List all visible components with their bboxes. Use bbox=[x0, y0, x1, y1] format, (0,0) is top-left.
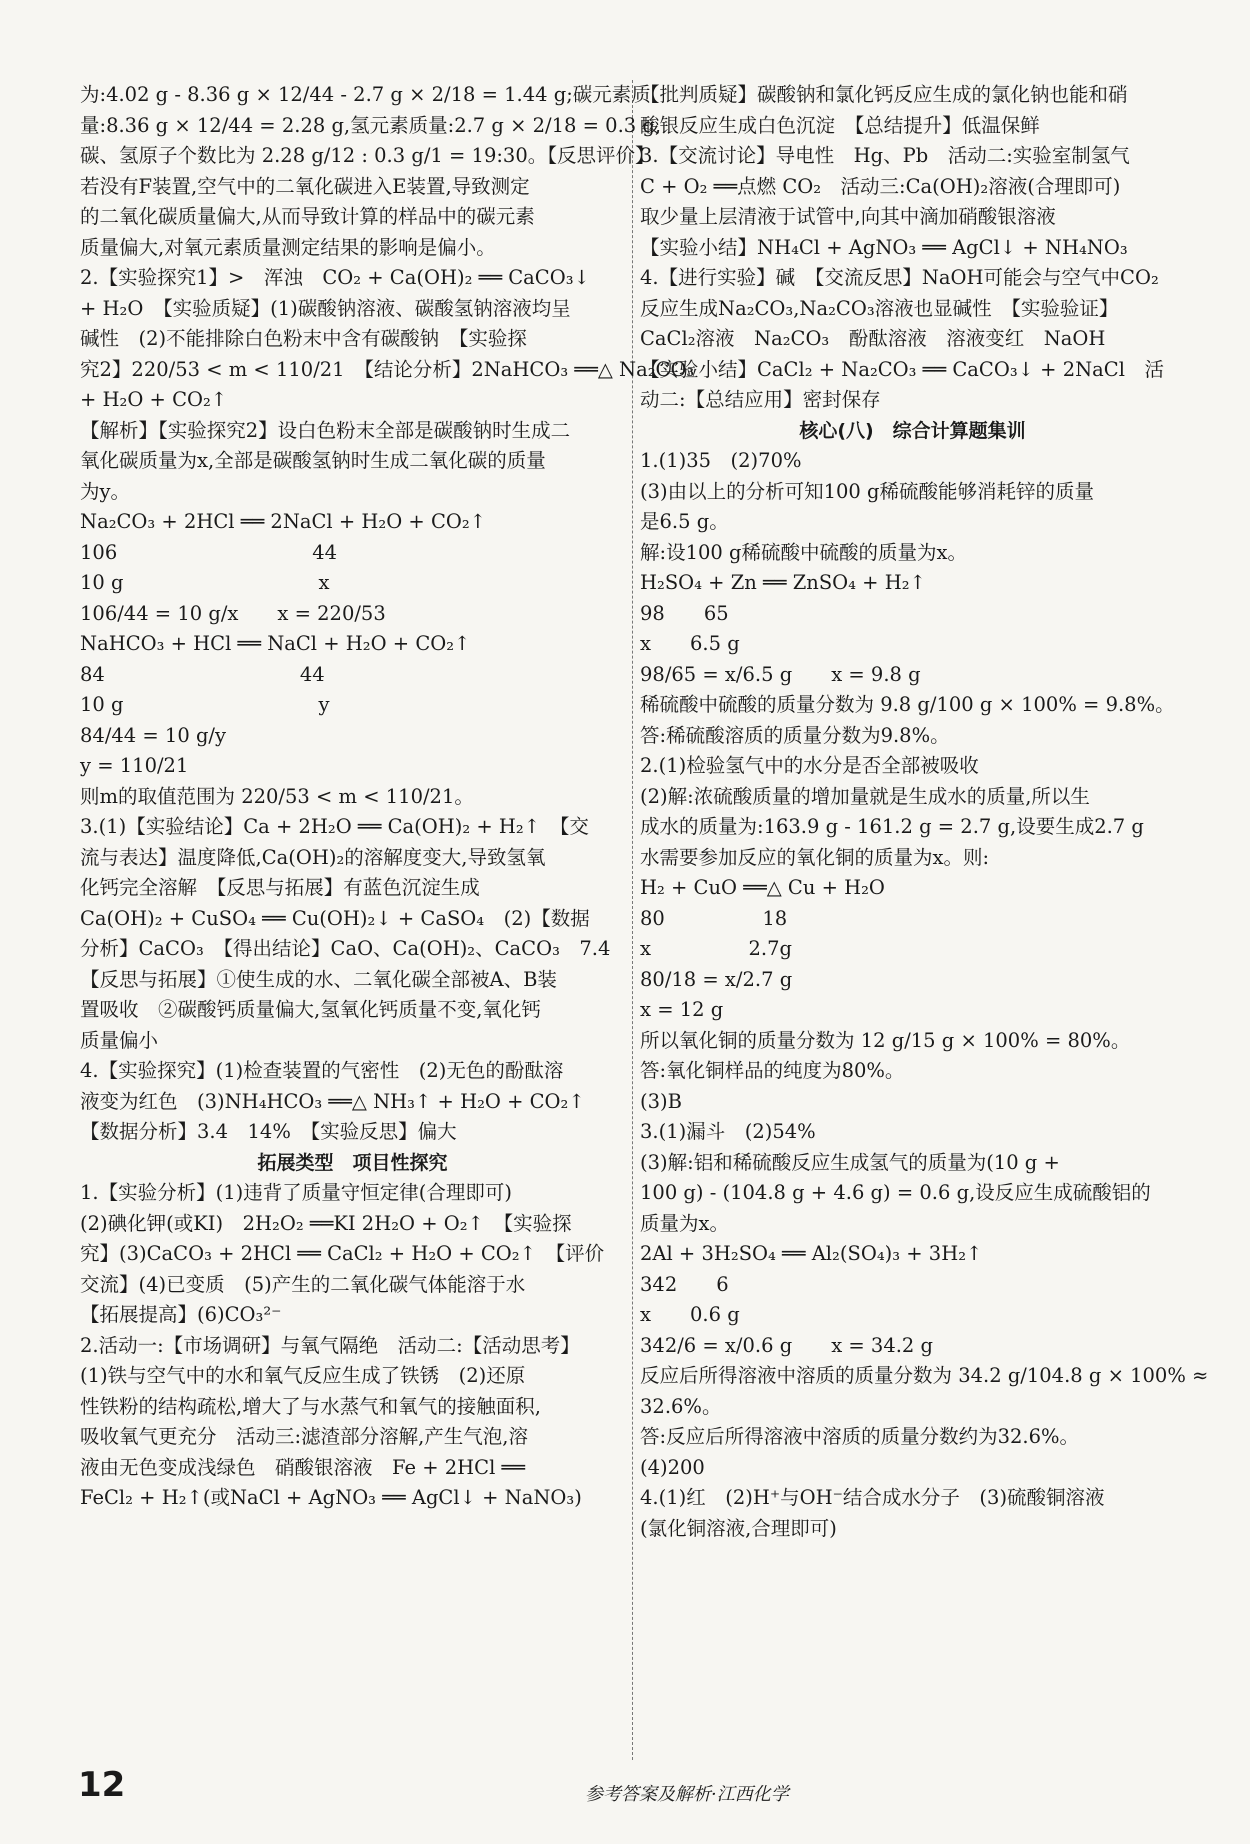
text-line: (4)200 bbox=[640, 1455, 705, 1479]
text-line: 交流】(4)已变质 (5)产生的二氧化碳气体能溶于水 bbox=[80, 1272, 526, 1296]
text-line: 稀硫酸中硫酸的质量分数为 9.8 g/100 g × 100% = 9.8%。 bbox=[640, 693, 1175, 716]
text-line: x = 12 g bbox=[640, 998, 724, 1021]
text-line: 【实验小结】NH₄Cl + AgNO₃ ══ AgCl↓ + NH₄NO₃ bbox=[640, 235, 1128, 259]
text-line: (3)解:铝和稀硫酸反应生成氢气的质量为(10 g + bbox=[640, 1150, 1060, 1174]
text-line: (3)B bbox=[640, 1089, 682, 1113]
text-line: 的二氧化碳质量偏大,从而导致计算的样品中的碳元素 bbox=[80, 205, 535, 228]
text-line: 质量偏大,对氧元素质量测定结果的影响是偏小。 bbox=[80, 235, 496, 259]
text-line: 4.【进行实验】碱 【交流反思】NaOH可能会与空气中CO₂ bbox=[640, 266, 1159, 289]
text-line: 1.(1)35 (2)70% bbox=[640, 449, 802, 472]
text-line: 分析】CaCO₃ 【得出结论】CaO、Ca(OH)₂、CaCO₃ 7.4 bbox=[80, 937, 611, 960]
text-line: Ca(OH)₂ + CuSO₄ ══ Cu(OH)₂↓ + CaSO₄ (2)【数据 bbox=[80, 906, 590, 930]
text-line: 解:设100 g稀硫酸中硫酸的质量为x。 bbox=[640, 540, 967, 564]
text-line: 10 g x bbox=[80, 571, 330, 594]
text-line: 性铁粉的结构疏松,增大了与水蒸气和氧气的接触面积, bbox=[80, 1394, 541, 1418]
text-line: 动二:【总结应用】密封保存 bbox=[640, 388, 881, 411]
text-line: 质量偏小 bbox=[80, 1028, 159, 1052]
text-line: 氧化碳质量为x,全部是碳酸氢钠时生成二氧化碳的质量 bbox=[80, 449, 546, 472]
text-line: 32.6%。 bbox=[640, 1394, 722, 1418]
page-number: 12 bbox=[78, 1765, 126, 1805]
text-line: 342/6 = x/0.6 g x = 34.2 g bbox=[640, 1333, 934, 1357]
text-line: 液变为红色 (3)NH₄HCO₃ ══△ NH₃↑ + H₂O + CO₂↑ bbox=[80, 1089, 585, 1113]
text-line: (3)由以上的分析可知100 g稀硫酸能够消耗锌的质量 bbox=[640, 479, 1095, 503]
text-line: 流与表达】温度降低,Ca(OH)₂的溶解度变大,导致氢氧 bbox=[80, 845, 546, 869]
text-line: 酸银反应生成白色沉淀 【总结提升】低温保鲜 bbox=[640, 113, 1040, 137]
text-line: 3.【交流讨论】导电性 Hg、Pb 活动二:实验室制氢气 bbox=[640, 144, 1130, 167]
text-line: 量:8.36 g × 12/44 = 2.28 g,氢元素质量:2.7 g × 2/18 = 0.3 g, bbox=[80, 113, 662, 137]
text-line: 84/44 = 10 g/y bbox=[80, 723, 227, 747]
text-line: (2)碘化钾(或KI) 2H₂O₂ ══KI 2H₂O + O₂↑ 【实验探 bbox=[80, 1211, 572, 1235]
text-line: 是6.5 g。 bbox=[640, 510, 729, 533]
text-line: 所以氧化铜的质量分数为 12 g/15 g × 100% = 80%。 bbox=[640, 1028, 1131, 1052]
text-line: 10 g y bbox=[80, 693, 330, 716]
right-column bbox=[640, 80, 1209, 1544]
text-line: 80 18 bbox=[640, 906, 788, 930]
text-line: 106 44 bbox=[80, 540, 338, 564]
text-line: 究】(3)CaCO₃ + 2HCl ══ CaCl₂ + H₂O + CO₂↑ 【评价 bbox=[80, 1242, 605, 1265]
text-line: 质量为x。 bbox=[640, 1211, 729, 1235]
text-line: 反应后所得溶液中溶质的质量分数为 34.2 g/104.8 g × 100% ≈ bbox=[640, 1364, 1209, 1387]
text-line: CaCl₂溶液 Na₂CO₃ 酚酞溶液 溶液变红 NaOH bbox=[640, 327, 1106, 350]
text-line: 98/65 = x/6.5 g x = 9.8 g bbox=[640, 662, 921, 686]
section-title: 核心(八) 综合计算题集训 bbox=[799, 419, 1026, 442]
text-line: 【数据分析】3.4 14% 【实验反思】偏大 bbox=[80, 1120, 457, 1143]
text-line: C + O₂ ══点燃 CO₂ 活动三:Ca(OH)₂溶液(合理即可) bbox=[640, 174, 1121, 198]
text-line: 答:稀硫酸溶质的质量分数为9.8%。 bbox=[640, 723, 950, 747]
text-line: (2)解:浓硫酸质量的增加量就是生成水的质量,所以生 bbox=[640, 784, 1090, 808]
text-line: 3.(1)【实验结论】Ca + 2H₂O ══ Ca(OH)₂ + H₂↑ 【交 bbox=[80, 815, 589, 838]
text-line: 2Al + 3H₂SO₄ ══ Al₂(SO₄)₃ + 3H₂↑ bbox=[640, 1242, 983, 1265]
text-line: 为:4.02 g - 8.36 g × 12/44 - 2.7 g × 2/18 = 1.44 g;碳元素质 bbox=[80, 83, 651, 106]
section-title: 拓展类型 项目性探究 bbox=[257, 1151, 448, 1174]
text-line: 98 65 bbox=[640, 601, 729, 625]
text-line: 碳、氢原子个数比为 2.28 g/12 : 0.3 g/1 = 19:30。【反思评价】 bbox=[80, 144, 655, 167]
text-line: x 0.6 g bbox=[640, 1303, 740, 1326]
text-line: 答:反应后所得溶液中溶质的质量分数约为32.6%。 bbox=[640, 1425, 1080, 1448]
text-line: 84 44 bbox=[80, 662, 325, 686]
text-line: 100 g) - (104.8 g + 4.6 g) = 0.6 g,设反应生成硫酸铝的 bbox=[640, 1181, 1151, 1204]
text-line: 【反思与拓展】①使生成的水、二氧化碳全部被A、B装 bbox=[80, 967, 557, 991]
text-line: 80/18 = x/2.7 g bbox=[640, 967, 793, 991]
text-line: x 6.5 g bbox=[640, 632, 740, 655]
text-line: 342 6 bbox=[640, 1272, 729, 1296]
text-line: 化钙完全溶解 【反思与拓展】有蓝色沉淀生成 bbox=[80, 876, 480, 899]
text-line: Na₂CO₃ + 2HCl ══ 2NaCl + H₂O + CO₂↑ bbox=[80, 510, 487, 533]
text-line: x 2.7g bbox=[640, 937, 792, 960]
text-line: 3.(1)漏斗 (2)54% bbox=[640, 1120, 816, 1143]
text-line: 反应生成Na₂CO₃,Na₂CO₃溶液也显碱性 【实验验证】 bbox=[640, 296, 1119, 320]
text-line: 4.(1)红 (2)H⁺与OH⁻结合成水分子 (3)硫酸铜溶液 bbox=[640, 1486, 1105, 1509]
text-line: 106/44 = 10 g/x x = 220/53 bbox=[80, 601, 386, 625]
text-line: 1.【实验分析】(1)违背了质量守恒定律(合理即可) bbox=[80, 1181, 512, 1204]
text-line: 2.【实验探究1】> 浑浊 CO₂ + Ca(OH)₂ ══ CaCO₃↓ bbox=[80, 266, 590, 289]
text-line: 置吸收 ②碳酸钙质量偏大,氢氧化钙质量不变,氧化钙 bbox=[80, 998, 541, 1021]
text-line: FeCl₂ + H₂↑(或NaCl + AgNO₃ ══ AgCl↓ + NaNO₃) bbox=[80, 1486, 582, 1509]
footer-text: 参考答案及解析·江西化学 bbox=[585, 1784, 789, 1805]
text-line: 4.【实验探究】(1)检查装置的气密性 (2)无色的酚酞溶 bbox=[80, 1059, 564, 1082]
text-line: H₂SO₄ + Zn ══ ZnSO₄ + H₂↑ bbox=[640, 571, 926, 594]
text-line: 究2】220/53 < m < 110/21 【结论分析】2NaHCO₃ ══△ Na₂CO₃ bbox=[80, 357, 695, 381]
text-line: H₂ + CuO ══△ Cu + H₂O bbox=[640, 876, 885, 899]
text-line: NaHCO₃ + HCl ══ NaCl + H₂O + CO₂↑ bbox=[80, 632, 471, 655]
text-line: 【解析】【实验探究2】设白色粉末全部是碳酸钠时生成二 bbox=[80, 418, 571, 442]
text-line: 【拓展提高】(6)CO₃²⁻ bbox=[80, 1303, 282, 1326]
text-line: 取少量上层清液于试管中,向其中滴加硝酸银溶液 bbox=[640, 205, 1056, 228]
text-line: 液由无色变成浅绿色 硝酸银溶液 Fe + 2HCl ══ bbox=[80, 1455, 525, 1479]
text-line: 为y。 bbox=[80, 479, 131, 503]
text-line: 2.活动一:【市场调研】与氧气隔绝 活动二:【活动思考】 bbox=[80, 1333, 580, 1357]
text-line: 【批判质疑】碳酸钠和氯化钙反应生成的氯化钠也能和硝 bbox=[640, 83, 1128, 106]
text-line: 答:氧化铜样品的纯度为80%。 bbox=[640, 1059, 905, 1082]
text-line: 【实验小结】CaCl₂ + Na₂CO₃ ══ CaCO₃↓ + 2NaCl 活 bbox=[640, 357, 1164, 381]
column-divider bbox=[632, 80, 633, 1760]
text-line: 水需要参加反应的氧化铜的质量为x。则: bbox=[640, 845, 990, 869]
text-line: y = 110/21 bbox=[80, 754, 189, 777]
text-line: + H₂O + CO₂↑ bbox=[80, 388, 228, 411]
text-line: 吸收氧气更充分 活动三:滤渣部分溶解,产生气泡,溶 bbox=[80, 1425, 528, 1448]
text-line: (1)铁与空气中的水和氧气反应生成了铁锈 (2)还原 bbox=[80, 1364, 526, 1387]
text-line: + H₂O 【实验质疑】(1)碳酸钠溶液、碳酸氢钠溶液均呈 bbox=[80, 296, 571, 320]
text-line: 若没有F装置,空气中的二氧化碳进入E装置,导致测定 bbox=[80, 174, 530, 198]
text-line: (氯化铜溶液,合理即可) bbox=[640, 1516, 837, 1540]
text-line: 成水的质量为:163.9 g - 161.2 g = 2.7 g,设要生成2.7 g bbox=[640, 815, 1144, 838]
text-line: 2.(1)检验氢气中的水分是否全部被吸收 bbox=[640, 754, 979, 777]
text-line: 碱性 (2)不能排除白色粉末中含有碳酸钠 【实验探 bbox=[80, 327, 527, 350]
text-line: 则m的取值范围为 220/53 < m < 110/21。 bbox=[80, 784, 474, 808]
